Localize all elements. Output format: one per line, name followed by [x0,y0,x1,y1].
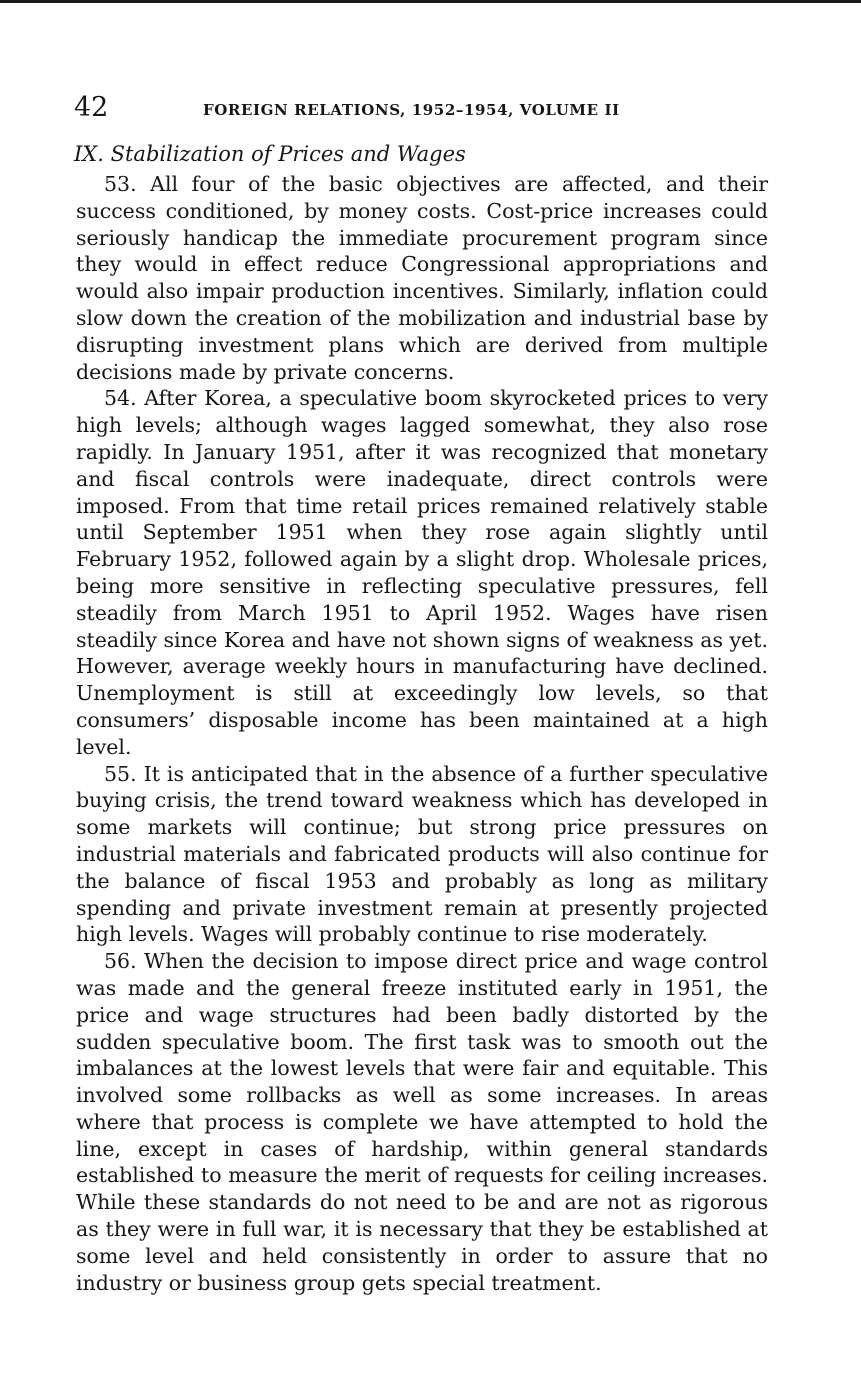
top-border-rule [0,0,861,3]
page-number: 42 [74,92,109,123]
paragraph-53: 53. All four of the basic objectives are affected, and their success conditioned, by money costs. Cost-price increases could seriously handicap the immediate procurement program since they would in effect reduce Congressional appropriations and would also impair production incentives. Similarly, inflation could slow down the creation of the mobilization and industrial base by disrupting investment plans which are derived from multiple decisions made by private concerns. [76,172,768,384]
body-text [76,171,768,1296]
section-heading: IX. Stabilization of Prices and Wages [74,142,466,166]
running-head: FOREIGN RELATIONS, 1952–1954, VOLUME II [203,101,620,119]
paragraph-55: 55. It is anticipated that in the absence of a further speculative buying crisis, the trend toward weakness which has developed in some markets will continue; but strong price pressures on industrial materials and fabricated products will also continue for the balance of fiscal 1953 and probably as long as military spending and private investment remain at presently projected high levels. Wages will probably continue to rise moderately. [76,761,768,947]
paragraph-56: 56. When the decision to impose direct price and wage control was made and the general freeze instituted early in 1951, the price and wage structures had been badly distorted by the sudden speculative boom. The first task was to smooth out the imbalances at the lowest levels that were fair and equitable. This involved some rollbacks as well as some increases. In areas where that process is complete we have attempted to hold the line, except in cases of hardship, within general standards established to measure the merit of requests for ceiling increases. While these standards do not need to be and are not as rigorous as they were in full war, it is necessary that they be established at some level and held consistently in order to assure that no industry or business group gets special treatment. [76,949,768,1295]
paragraph-54: 54. After Korea, a speculative boom skyrocketed prices to very high levels; although wages lagged somewhat, they also rose rapidly. In January 1951, after it was recognized that monetary and fiscal controls were inadequate, direct controls were imposed. From that time retail prices remained relatively stable until September 1951 when they rose again slightly until February 1952, followed again by a slight drop. Wholesale prices, being more sensitive in reflecting speculative pressures, fell steadily from March 1951 to April 1952. Wages have risen steadily since Korea and have not shown signs of weakness as yet. However, average weekly hours in manufacturing have declined. Unemployment is still at exceedingly low levels, so that consumers’ disposable income has been maintained at a high level. [76,386,768,759]
